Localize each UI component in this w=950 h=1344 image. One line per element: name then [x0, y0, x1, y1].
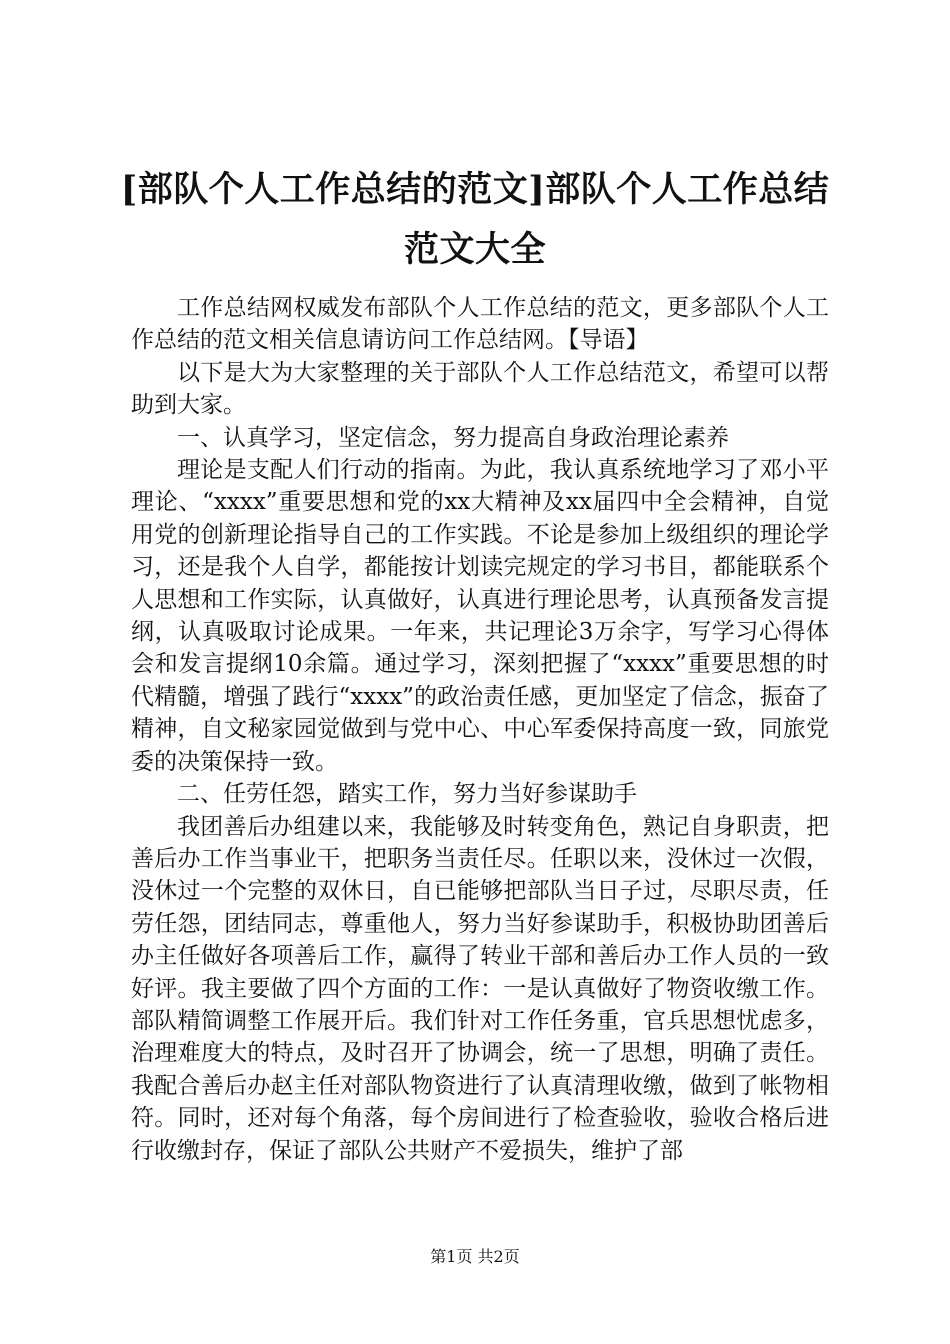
section-1-paragraph: 理论是支配人们行动的指南。为此，我认真系统地学习了邓小平理论、“xxxx”重要思想和党的xx大精神及xx届四中全会精神，自觉用党的创新理论指导自己的工作实践。不论是参加上级组织的理论学习，还是我个人自学，都能按计划读完规定的学习书目，都能联系个人思想和工作实际，认真做好，认真进行理论思考，认真预备发言提纲，认真吸取讨论成果。一年来，共记理论3万余字，写学习心得体会和发言提纲10余篇。通过学习，深刻把握了“xxxx”重要思想的时代精髓，增强了践行“xxxx”的政治责任感，更加坚定了信念，振奋了精神，自文秘家园觉做到与党中心、中心军委保持高度一致，同旅党委的决策保持一致。: [131, 457, 829, 775]
section-2-paragraph: 我团善后办组建以来，我能够及时转变角色，熟记自身职责，把善后办工作当事业干，把职务当责任尽。任职以来，没休过一次假，没休过一个完整的双休日，自已能够把部队当日子过，尽职尽责，任劳任怨，团结同志，尊重他人，努力当好参谋助手，积极协助团善后办主任做好各项善后工作，赢得了转业干部和善后办工作人员的一致好评。我主要做了四个方面的工作：一是认真做好了物资收缴工作。部队精简调整工作展开后。我们针对工作任务重，官兵思想忧虑多，治理难度大的特点，及时召开了协调会，统一了思想，明确了责任。我配合善后办赵主任对部队物资进行了认真清理收缴，做到了帐物相符。同时，还对每个角落，每个房间进行了检查验收，验收合格后进行收缴封存，保证了部队公共财产不爱损失，维护了部: [131, 813, 829, 1164]
page-footer: 第1页 共2页: [430, 1247, 520, 1266]
document-title: [112, 160, 838, 280]
document-body: [131, 292, 829, 1167]
section-heading-2: 二、任劳任怨，踏实工作，努力当好参谋助手: [177, 781, 637, 808]
intro-paragraph: 工作总结网权威发布部队个人工作总结的范文，更多部队个人工作总结的范文相关信息请访问工作总结网。【导语】: [131, 295, 829, 354]
title-line-2: 范文大全: [403, 229, 546, 270]
title-line-1: [部队个人工作总结的范文]部队个人工作总结: [120, 169, 830, 210]
lead-paragraph: 以下是大为大家整理的关于部队个人工作总结范文，希望可以帮助到大家。: [131, 359, 829, 419]
section-heading-1: 一、认真学习，坚定信念，努力提高自身政治理论素养: [177, 424, 729, 451]
